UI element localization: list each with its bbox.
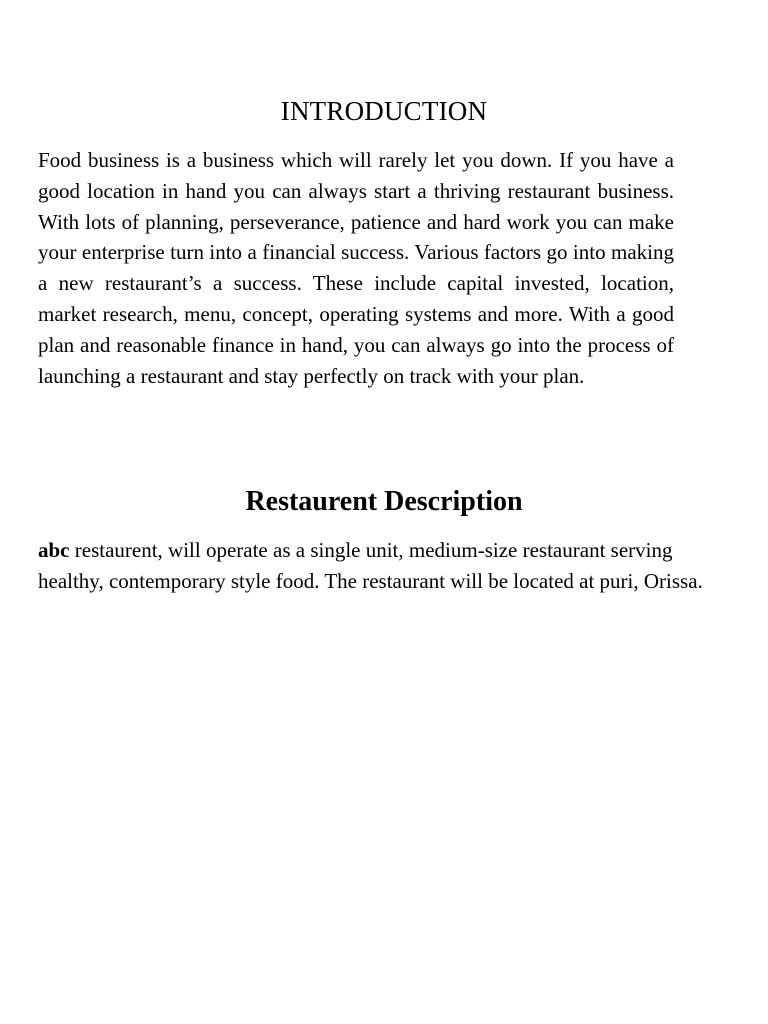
company-name: abc <box>38 538 70 562</box>
restaurant-description-paragraph <box>38 535 718 597</box>
restaurant-description-heading: Restaurent Description <box>245 486 523 517</box>
introduction-heading: INTRODUCTION <box>280 96 488 126</box>
introduction-paragraph: Food business is a business which will rarely let you down. If you have a good location in hand you can always start a thriving restaurant business. With lots of planning, perseverance, patience and hard work you can make your enterprise turn into a financial success. Various factors go into making a new restaurant’s a success. These include capital invested, location, market research, menu, concept, operating systems and more. With a good plan and reasonable finance in hand, you can always go into the process of launching a restaurant and stay perfectly on track with your plan. <box>38 148 674 388</box>
restaurant-description-text: restaurent, will operate as a single unit, medium-size restaurant serving healthy, contemporary style food. The restaurant will be located at puri, Orissa. <box>38 538 703 593</box>
